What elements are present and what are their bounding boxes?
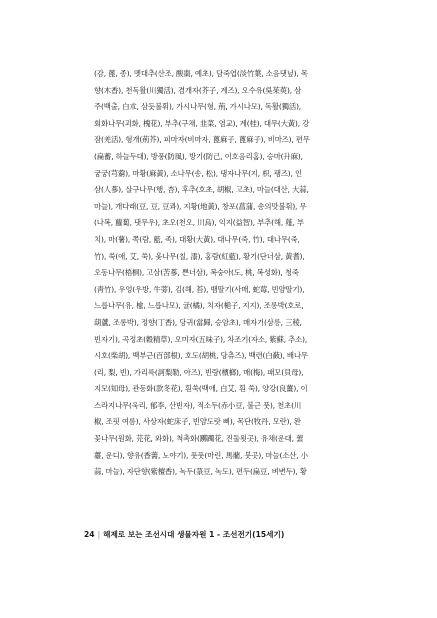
text-line: 薹, 운디), 향유(香薷, 노야기), 풋풋(마린, 馬藺, 붓곳), 마늘(소산, 小 [94, 450, 308, 460]
text-line: 삼(人蔘), 살구나무(행, 杏), 후추(호초, 胡椒, 고초), 마늘(대산, 大蒜, [94, 185, 309, 195]
page-footer [84, 529, 384, 540]
text-line: 잠(羌活), 형개(荊芥), 피마자(비마자, 蓖麻子, 蓖麻子), 비마즈), 편무 [94, 135, 310, 145]
running-title: 해제로 보는 조선시대 생물자원 1 - 조선전기(15세기) [103, 530, 285, 539]
text-line: (靑竹), 우엉(우방, 牛蒡), 김(해, 苔), 뱀딸기(사매, 蛇莓, 빈얌딸기), [94, 284, 305, 294]
text-line: 竹), 쑥(애, 艾, 쑥), 옻나무(칠, 漆), 홍람(紅藍), 황기(단너삼, 黃耆), [94, 251, 305, 261]
text-line: 葫蘆, 조롱박), 정향(丁香), 당귀(當歸, 승암초), 매자기(삼릉, 三稜, [94, 317, 302, 327]
text-line: 蒜, 마늘), 자단향(紫檀香), 녹두(菉豆, 녹도), 편두(扁豆, 벼변두), 황 [94, 467, 307, 477]
text-line: 향(木香), 천독활(川獨活), 겸개자(芥子, 계즈), 오수유(吳茱萸), 삼 [94, 85, 302, 95]
text-line: (扁蓄, 하늘두대), 방풍(防風), 방기(防己, 이호음리홈), 승마(升麻), [94, 151, 303, 161]
text-line: 치), 마(薯), 쪽(람, 藍, 족), 대황(大黃), 대나무(죽, 竹), 대나무(죽, [94, 234, 300, 244]
text-line: 오동나무(梧桐), 고삼(苦蔘, 쁜너삼), 복숭아(도, 桃, 복셩화), 청죽 [94, 268, 299, 278]
footer-separator: | [97, 530, 101, 539]
body-text [94, 66, 364, 481]
text-line: 마늘), 개다래(豆, 豆, 豆콰), 지황(地黃), 창포(菖蒲, 숑의맛불휘), 무 [94, 201, 307, 211]
text-line: (감, 蓖, 종), 멧대추(산조, 酸棗, 예초), 담죽엽(淡竹葉, 소음댓닢), 목 [94, 69, 308, 78]
text-line: 주(백출, 白朮, 삼듯불휘), 가시나무(형, 荊, 가시나모), 독활(獨活), [94, 102, 302, 112]
text-line: 궁궁(芎藭), 마황(麻黃), 소나무(송, 松), 댕자나무(지, 枳, 팽즈), 인 [94, 168, 302, 178]
text-line: 지모(知母), 관동화(款冬花), 흰쑥(백애, 白艾, 흰 쑥), 양강(良薑), 이 [94, 384, 308, 394]
text-line: 꽃나무(원화, 芫花, 와화), 척촉화(躑躅花, 진둘욋곳), 유채(운대, 蕓 [94, 434, 304, 444]
text-line: 椒, 조핏 여름), 사상자(蛇床子, 빈얌도랏 삐), 목단(牧丹, 모란), 완 [94, 417, 301, 427]
text-line: 시호(柴胡), 백부근(百部根), 호도(胡桃, 당츄즈), 백련(白蘞), 배나무 [94, 351, 308, 361]
text-line: 빈자기), 곡정초(穀精草), 오미자(五味子), 차조기(자소, 紫蘇, 추소), [94, 334, 308, 344]
text-line: 스라지나무(욱리, 郁李, 산빈자), 적소두(赤小豆, 불근 풋), 천초(川 [94, 400, 302, 410]
text-line: (나복, 蘿蔔, 댓무우), 초오(천오, 川烏), 익지(益智), 부추(해, 薤, 부 [94, 218, 304, 228]
text-line: (리, 梨, 빈), 가리륵(訶梨勒, 아즈), 빈랑(檳榔), 매(梅), 패모(貝母), [94, 367, 304, 377]
text-line: 느릅나무(유, 楡, 느릅나모), 귤(橘), 치자(梔子, 지지), 조롱박(호로, [94, 301, 304, 311]
page-number: 24 [84, 530, 95, 539]
text-line: 회화나무(괴화, 槐花), 부추(구채, 韭菜, 염교), 계(桂), 대무(大黃), 강 [94, 118, 310, 128]
